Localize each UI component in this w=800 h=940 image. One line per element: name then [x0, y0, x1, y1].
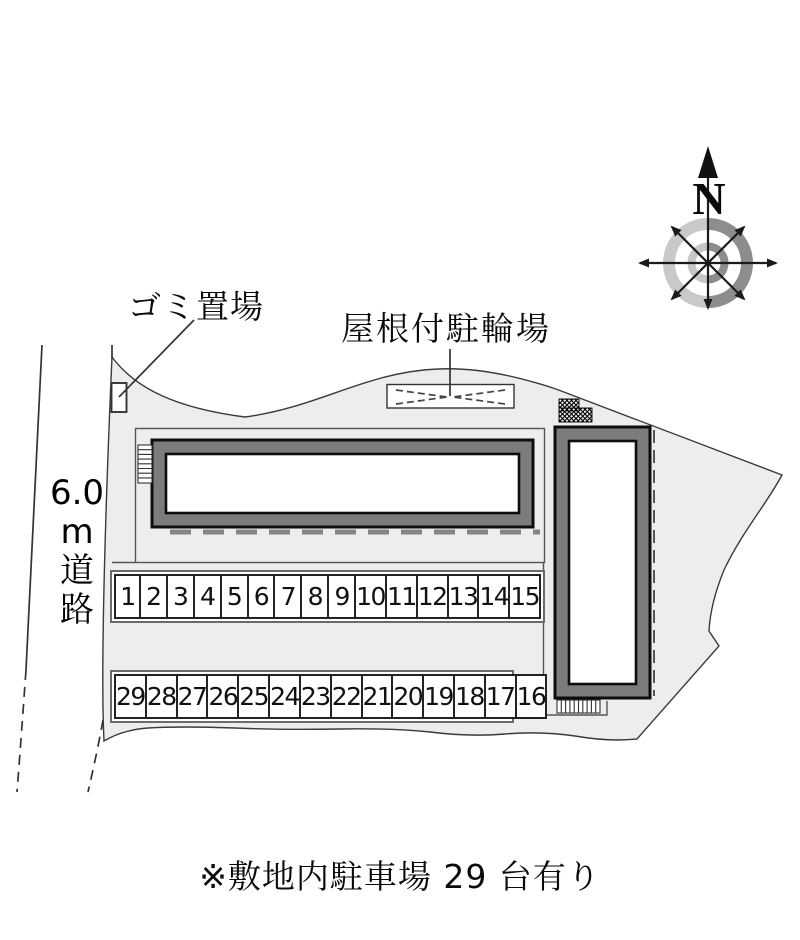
parking-count-note: ※敷地内駐車場 29 台有り — [199, 857, 601, 896]
parking-space: 20 — [391, 674, 424, 719]
parking-space: 25 — [237, 674, 270, 719]
parking-row-2 — [110, 670, 546, 723]
parking-space: 13 — [447, 574, 480, 619]
parking-space: 9 — [327, 574, 356, 619]
parking-space: 26 — [206, 674, 239, 719]
parking-space: 11 — [385, 574, 418, 619]
compass-rose-icon — [640, 146, 776, 308]
parking-space: 1 — [114, 574, 141, 619]
parking-space: 2 — [139, 574, 168, 619]
north-label: N — [692, 173, 726, 224]
parking-space: 23 — [299, 674, 332, 719]
parking-space: 6 — [247, 574, 276, 619]
parking-space: 10 — [354, 574, 387, 619]
parking-space: 8 — [300, 574, 329, 619]
parking-row-1 — [110, 570, 545, 623]
bicycle-parking-label: 屋根付駐輪場 — [341, 309, 551, 348]
garbage-area-box — [112, 383, 127, 412]
parking-space: 28 — [145, 674, 178, 719]
parking-space: 17 — [484, 674, 517, 719]
main-building — [152, 440, 533, 527]
stairs-icon — [138, 445, 152, 483]
parking-space: 27 — [176, 674, 209, 719]
parking-space: 29 — [114, 674, 147, 719]
parking-space: 5 — [220, 574, 249, 619]
garbage-area-label: ゴミ置場 — [128, 287, 264, 326]
side-building — [555, 427, 650, 698]
stairs-icon — [557, 700, 600, 713]
parking-space: 4 — [193, 574, 222, 619]
road-label-line: 路 — [60, 590, 94, 630]
parking-space: 14 — [477, 574, 510, 619]
road-label-line: m — [60, 512, 94, 552]
parking-space: 7 — [273, 574, 302, 619]
parking-space: 18 — [453, 674, 486, 719]
parking-space: 16 — [515, 674, 548, 719]
road-label-line: 道 — [60, 551, 94, 591]
road-width-label — [40, 474, 114, 630]
parking-space: 22 — [330, 674, 363, 719]
parking-space: 15 — [508, 574, 541, 619]
road-label-line: 6.0 — [49, 473, 105, 513]
parking-space: 12 — [416, 574, 449, 619]
parking-space: 3 — [166, 574, 195, 619]
parking-space: 19 — [422, 674, 455, 719]
parking-space: 21 — [361, 674, 394, 719]
parking-space: 24 — [268, 674, 301, 719]
